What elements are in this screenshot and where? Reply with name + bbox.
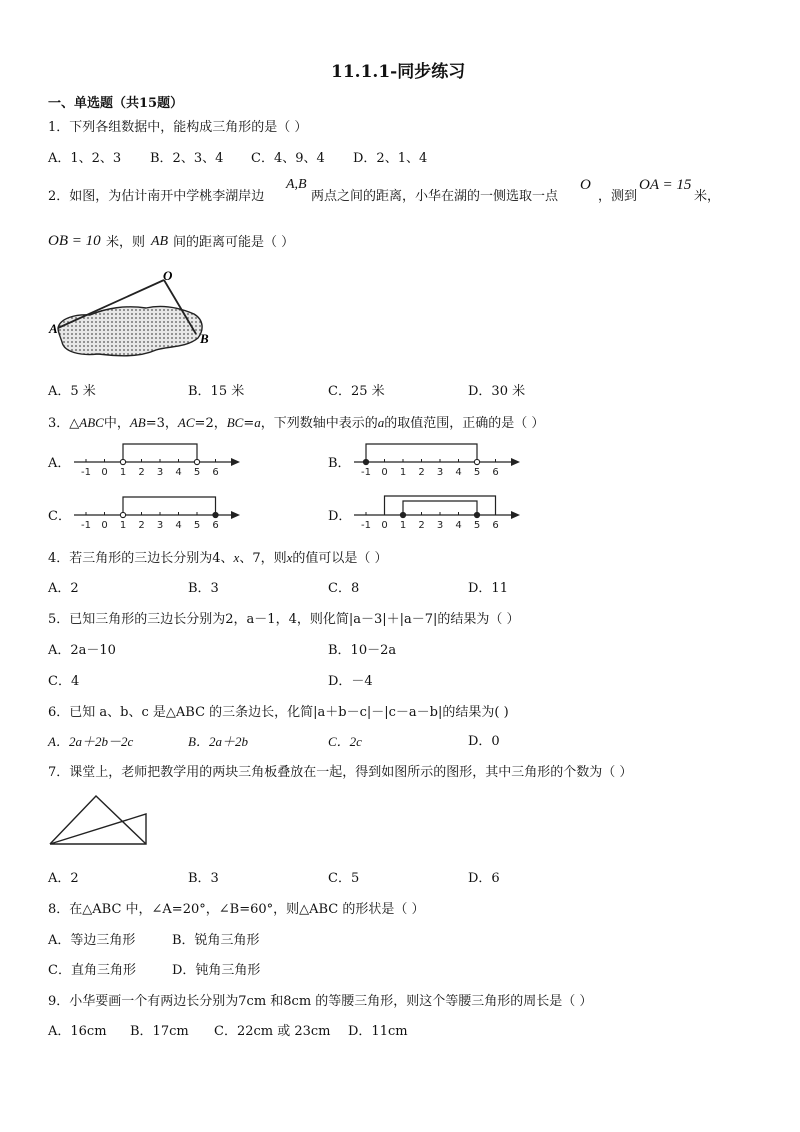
tick-label: 4 <box>455 520 462 531</box>
label-o: O <box>163 268 173 283</box>
tick-label: 5 <box>473 520 481 531</box>
q4-option-b[interactable]: B．3 <box>188 581 219 596</box>
tick-label: 3 <box>156 520 164 531</box>
q8-option-c[interactable]: C．直角三角形 <box>48 963 136 978</box>
q7-option-d[interactable]: D．6 <box>468 871 500 886</box>
q6-option-a[interactable]: A．2a＋2b－2c <box>48 734 134 749</box>
axis-arrow-icon <box>231 458 240 466</box>
q2-text-4: 米， <box>694 189 721 204</box>
q2-var-ab2: AB <box>151 234 169 249</box>
q7-option-c[interactable]: C．5 <box>328 871 360 886</box>
tick-label: 5 <box>193 520 201 531</box>
tick-label: 4 <box>175 520 182 531</box>
q5-option-d[interactable]: D．－4 <box>328 674 373 689</box>
tick-label: 5 <box>193 467 201 478</box>
range-start-point <box>363 459 368 464</box>
q2-eq-ob: OB = 10 <box>48 233 101 249</box>
number-line-c[interactable] <box>72 493 247 533</box>
tick-label: 1 <box>399 520 407 531</box>
tick-label: 3 <box>436 520 444 531</box>
q3-text-7: 的取值范围，正确的是（ ） <box>384 416 545 431</box>
range-end-point <box>213 512 218 517</box>
q4-text-2: 、7，则 <box>239 551 287 566</box>
q8-stem: 8．在△ABC 中，∠A=20°，∠B=60°，则△ABC 的形状是（ ） <box>48 902 425 917</box>
q3-option-c-label[interactable]: C． <box>48 509 71 524</box>
q2-text-5: 米，则 <box>106 235 146 250</box>
q2-text-1: 2．如图，为估计南开中学桃李湖岸边 <box>48 189 265 204</box>
axis-arrow-icon <box>231 511 240 519</box>
tick-label: 6 <box>212 467 219 478</box>
q9-option-b[interactable]: B．17cm <box>130 1024 189 1039</box>
tick-label: 4 <box>455 467 462 478</box>
q9-option-c[interactable]: C．22cm 或 23cm <box>214 1024 331 1039</box>
q3-stem <box>48 416 544 430</box>
section-heading: 一、单选题（共15题） <box>48 96 184 111</box>
q3-option-a-label[interactable]: A． <box>48 456 71 471</box>
q1-stem: 1．下列各组数据中，能构成三角形的是（ ） <box>48 120 308 135</box>
q2-option-b[interactable]: B．15 米 <box>188 384 245 399</box>
lake-shape <box>58 306 202 355</box>
range-start-point <box>400 512 405 517</box>
q2-text-3: ，测到 <box>598 189 638 204</box>
tick-label: 2 <box>138 467 145 478</box>
q4-option-d[interactable]: D．11 <box>468 581 508 596</box>
tick-label: 1 <box>119 467 127 478</box>
q4-text-3: 的值可以是（ ） <box>292 551 388 566</box>
q2-var-ab: A,B <box>286 177 307 192</box>
tick-label: 0 <box>381 520 388 531</box>
q7-triangles-figure <box>46 792 152 848</box>
tick-label: 6 <box>212 520 219 531</box>
tick-label: 3 <box>436 467 444 478</box>
tick-label: -1 <box>81 520 91 531</box>
q7-stem: 7．课堂上，老师把教学用的两块三角板叠放在一起，得到如图所示的图形，其中三角形的个数为（ ） <box>48 765 633 780</box>
q3-text-5: = <box>243 416 255 431</box>
axis-arrow-icon <box>511 511 520 519</box>
q3-text-1: 3．△ <box>48 416 80 431</box>
q3-var-ac: AC <box>177 415 195 430</box>
q3-text-2: 中， <box>103 416 130 431</box>
q8-option-a[interactable]: A．等边三角形 <box>48 933 136 948</box>
q2-option-c[interactable]: C．25 米 <box>328 384 385 399</box>
tick-label: 1 <box>119 520 127 531</box>
q3-option-d-label[interactable]: D． <box>328 509 352 524</box>
q2-text-2: 两点之间的距离，小华在湖的一侧选取一点 <box>311 189 559 204</box>
q6-stem: 6．已知 a、b、c 是△ABC 的三条边长，化简|a＋b－c|－|c－a－b|的结果为( ) <box>48 705 509 720</box>
tick-label: 2 <box>418 467 425 478</box>
q2-lake-figure <box>46 268 216 368</box>
tick-label: -1 <box>361 467 371 478</box>
q3-var-a2: a <box>377 415 385 430</box>
range-end-point <box>194 459 199 464</box>
q8-option-d[interactable]: D．钝角三角形 <box>172 963 261 978</box>
tick-label: 1 <box>399 467 407 478</box>
q1-option-a[interactable]: A．1、2、3 <box>48 151 122 166</box>
range-start-point <box>120 512 125 517</box>
q4-var-x2: x <box>286 550 293 565</box>
q1-option-b[interactable]: B．2、3、4 <box>150 151 224 166</box>
page-title: 11.1.1-同步练习 <box>331 62 466 82</box>
q9-option-a[interactable]: A．16cm <box>48 1024 107 1039</box>
q3-var-abc: ABC <box>79 415 104 430</box>
q3-option-b-label[interactable]: B． <box>328 456 351 471</box>
q2-text-6: 间的距离可能是（ ） <box>173 235 295 250</box>
range-start-point <box>120 459 125 464</box>
number-line-a[interactable] <box>72 440 247 480</box>
q1-option-d[interactable]: D．2、1、4 <box>353 151 428 166</box>
q9-option-d[interactable]: D．11cm <box>348 1024 408 1039</box>
range-bracket <box>123 497 216 515</box>
axis-arrow-icon <box>511 458 520 466</box>
q6-option-c[interactable]: C．2c <box>328 734 362 749</box>
q5-option-a[interactable]: A．2a－10 <box>48 643 116 658</box>
q2-option-a[interactable]: A．5 米 <box>48 384 96 399</box>
q9-stem: 9．小华要画一个有两边长分别为7cm 和8cm 的等腰三角形，则这个等腰三角形的周长是（ ） <box>48 994 593 1009</box>
q4-option-a[interactable]: A．2 <box>48 581 79 596</box>
q5-stem: 5．已知三角形的三边长分别为2，a－1，4，则化简|a－3|＋|a－7|的结果为（ ） <box>48 612 520 627</box>
q8-option-b[interactable]: B．锐角三角形 <box>172 933 260 948</box>
q4-option-c[interactable]: C．8 <box>328 581 360 596</box>
tick-label: 0 <box>381 467 388 478</box>
number-line-b[interactable] <box>352 440 527 480</box>
q4-stem <box>48 551 388 565</box>
q6-option-b[interactable]: B．2a＋2b <box>188 734 248 749</box>
tick-label: 2 <box>418 520 425 531</box>
q3-text-4: =2， <box>194 416 227 431</box>
q2-option-d[interactable]: D．30 米 <box>468 384 526 399</box>
range-end-point <box>474 512 479 517</box>
q5-option-b[interactable]: B．10－2a <box>328 643 397 658</box>
q2-var-o: O <box>580 177 591 193</box>
tick-label: 0 <box>101 467 108 478</box>
q1-option-c[interactable]: C．4、9、4 <box>251 151 325 166</box>
q3-var-a: a <box>254 415 261 430</box>
tick-label: 5 <box>473 467 481 478</box>
q3-text-3: =3， <box>145 416 178 431</box>
q3-var-bc: BC <box>226 415 244 430</box>
tick-label: -1 <box>361 520 371 531</box>
range-end-point <box>474 459 479 464</box>
tick-label: 4 <box>175 467 182 478</box>
q4-text-1: 4．若三角形的三边长分别为4、 <box>48 551 234 566</box>
q2-eq-oa: OA = 15 <box>639 177 692 193</box>
tick-label: 0 <box>101 520 108 531</box>
tick-label: 6 <box>492 467 499 478</box>
q6-option-d[interactable]: D．0 <box>468 734 500 749</box>
tick-label: 3 <box>156 467 164 478</box>
tick-label: 2 <box>138 520 145 531</box>
q7-option-a[interactable]: A．2 <box>48 871 79 886</box>
number-line-d[interactable] <box>352 493 527 533</box>
label-a: A <box>49 321 58 336</box>
q7-option-b[interactable]: B．3 <box>188 871 219 886</box>
triangle-1 <box>50 796 146 844</box>
label-b: B <box>200 331 209 346</box>
q4-var-x: x <box>233 550 240 565</box>
tick-label: 6 <box>492 520 499 531</box>
q3-var-ab: AB <box>129 415 146 430</box>
tick-label: -1 <box>81 467 91 478</box>
q3-text-6: ，下列数轴中表示的 <box>260 416 378 431</box>
q5-option-c[interactable]: C．4 <box>48 674 80 689</box>
